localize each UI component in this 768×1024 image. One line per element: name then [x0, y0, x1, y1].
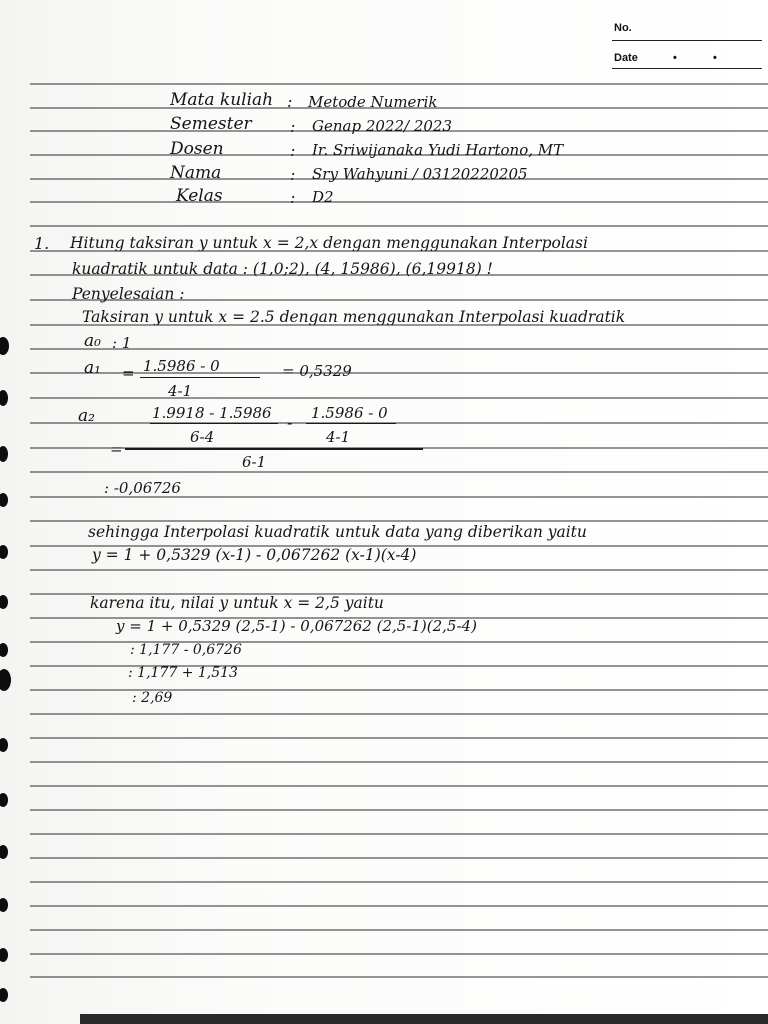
- a0-expr: : 1: [112, 334, 132, 352]
- a2-outer-denominator: 6-1: [242, 453, 267, 471]
- interpolation-formula: y = 1 + 0,5329 (x-1) - 0,067262 (x-1)(x-4): [92, 546, 417, 564]
- conclusion-1: sehingga Interpolasi kuadratik untuk data yang diberikan yaitu: [88, 523, 587, 541]
- a1-equals: =: [122, 364, 135, 382]
- a1-result: = 0,5329: [282, 362, 352, 380]
- a2-label: a₂: [78, 406, 95, 426]
- info-label: Mata kuliah: [170, 90, 274, 110]
- info-value: Metode Numerik: [308, 93, 438, 111]
- a1-denominator: 4-1: [168, 382, 193, 400]
- date-label: Date: [614, 52, 638, 64]
- info-colon: :: [290, 117, 296, 136]
- calc-step: y = 1 + 0,5329 (2,5-1) - 0,067262 (2,5-1)(2,5-4): [116, 617, 477, 635]
- a2-result: : -0,06726: [104, 479, 181, 497]
- a2-equals: =: [110, 440, 123, 458]
- info-label: Dosen: [170, 139, 224, 159]
- a1-label: a₁: [84, 358, 101, 378]
- a2-frac1-denominator: 6-4: [190, 428, 215, 446]
- a2-frac2-denominator: 4-1: [326, 428, 351, 446]
- problem-line-1: Hitung taksiran y untuk x = 2,x dengan menggunakan Interpolasi: [70, 234, 588, 252]
- info-label: Kelas: [176, 186, 223, 206]
- info-label: Nama: [170, 163, 222, 183]
- problem-line-2: kuadratik untuk data : (1,0;2), (4, 15986), (6,19918) !: [72, 260, 493, 278]
- a2-main-fraction-bar: [125, 448, 423, 450]
- info-label: Semester: [170, 114, 252, 134]
- info-colon: :: [290, 188, 296, 207]
- info-colon: :: [290, 141, 296, 160]
- info-colon: :: [287, 92, 293, 111]
- calc-step: : 2,69: [132, 690, 173, 706]
- date-dot: •: [713, 52, 717, 64]
- no-label: No.: [614, 22, 632, 34]
- bottom-shadow: [80, 1014, 768, 1024]
- info-colon: :: [290, 165, 296, 184]
- info-value: Sry Wahyuni / 03120220205: [312, 165, 528, 183]
- no-line: [612, 40, 762, 41]
- a0-label: a₀: [84, 331, 101, 351]
- solution-heading: Penyelesaian :: [72, 285, 185, 303]
- a2-frac1-numerator: 1.9918 - 1.5986: [152, 404, 272, 422]
- solution-intro: Taksiran y untuk x = 2.5 dengan menggunakan Interpolasi kuadratik: [82, 308, 626, 326]
- a1-numerator: 1.5986 - 0: [143, 357, 220, 375]
- a1-fraction-bar: [140, 377, 260, 378]
- a2-frac2-bar: [306, 423, 396, 424]
- a2-frac1-bar: [150, 423, 278, 424]
- calc-step: : 1,177 + 1,513: [128, 665, 238, 681]
- conclusion-2: karena itu, nilai y untuk x = 2,5 yaitu: [90, 594, 384, 612]
- info-value: D2: [312, 188, 334, 206]
- calc-step: : 1,177 - 0,6726: [130, 642, 242, 658]
- info-value: Ir. Sriwijanaka Yudi Hartono, MT: [312, 141, 564, 159]
- a2-frac2-numerator: 1.5986 - 0: [311, 404, 388, 422]
- date-line: [612, 68, 762, 69]
- date-dot: •: [673, 52, 677, 64]
- problem-number: 1.: [34, 234, 50, 253]
- info-value: Genap 2022/ 2023: [312, 117, 453, 135]
- a2-minus: -: [287, 413, 293, 432]
- binder-holes: [0, 0, 14, 1024]
